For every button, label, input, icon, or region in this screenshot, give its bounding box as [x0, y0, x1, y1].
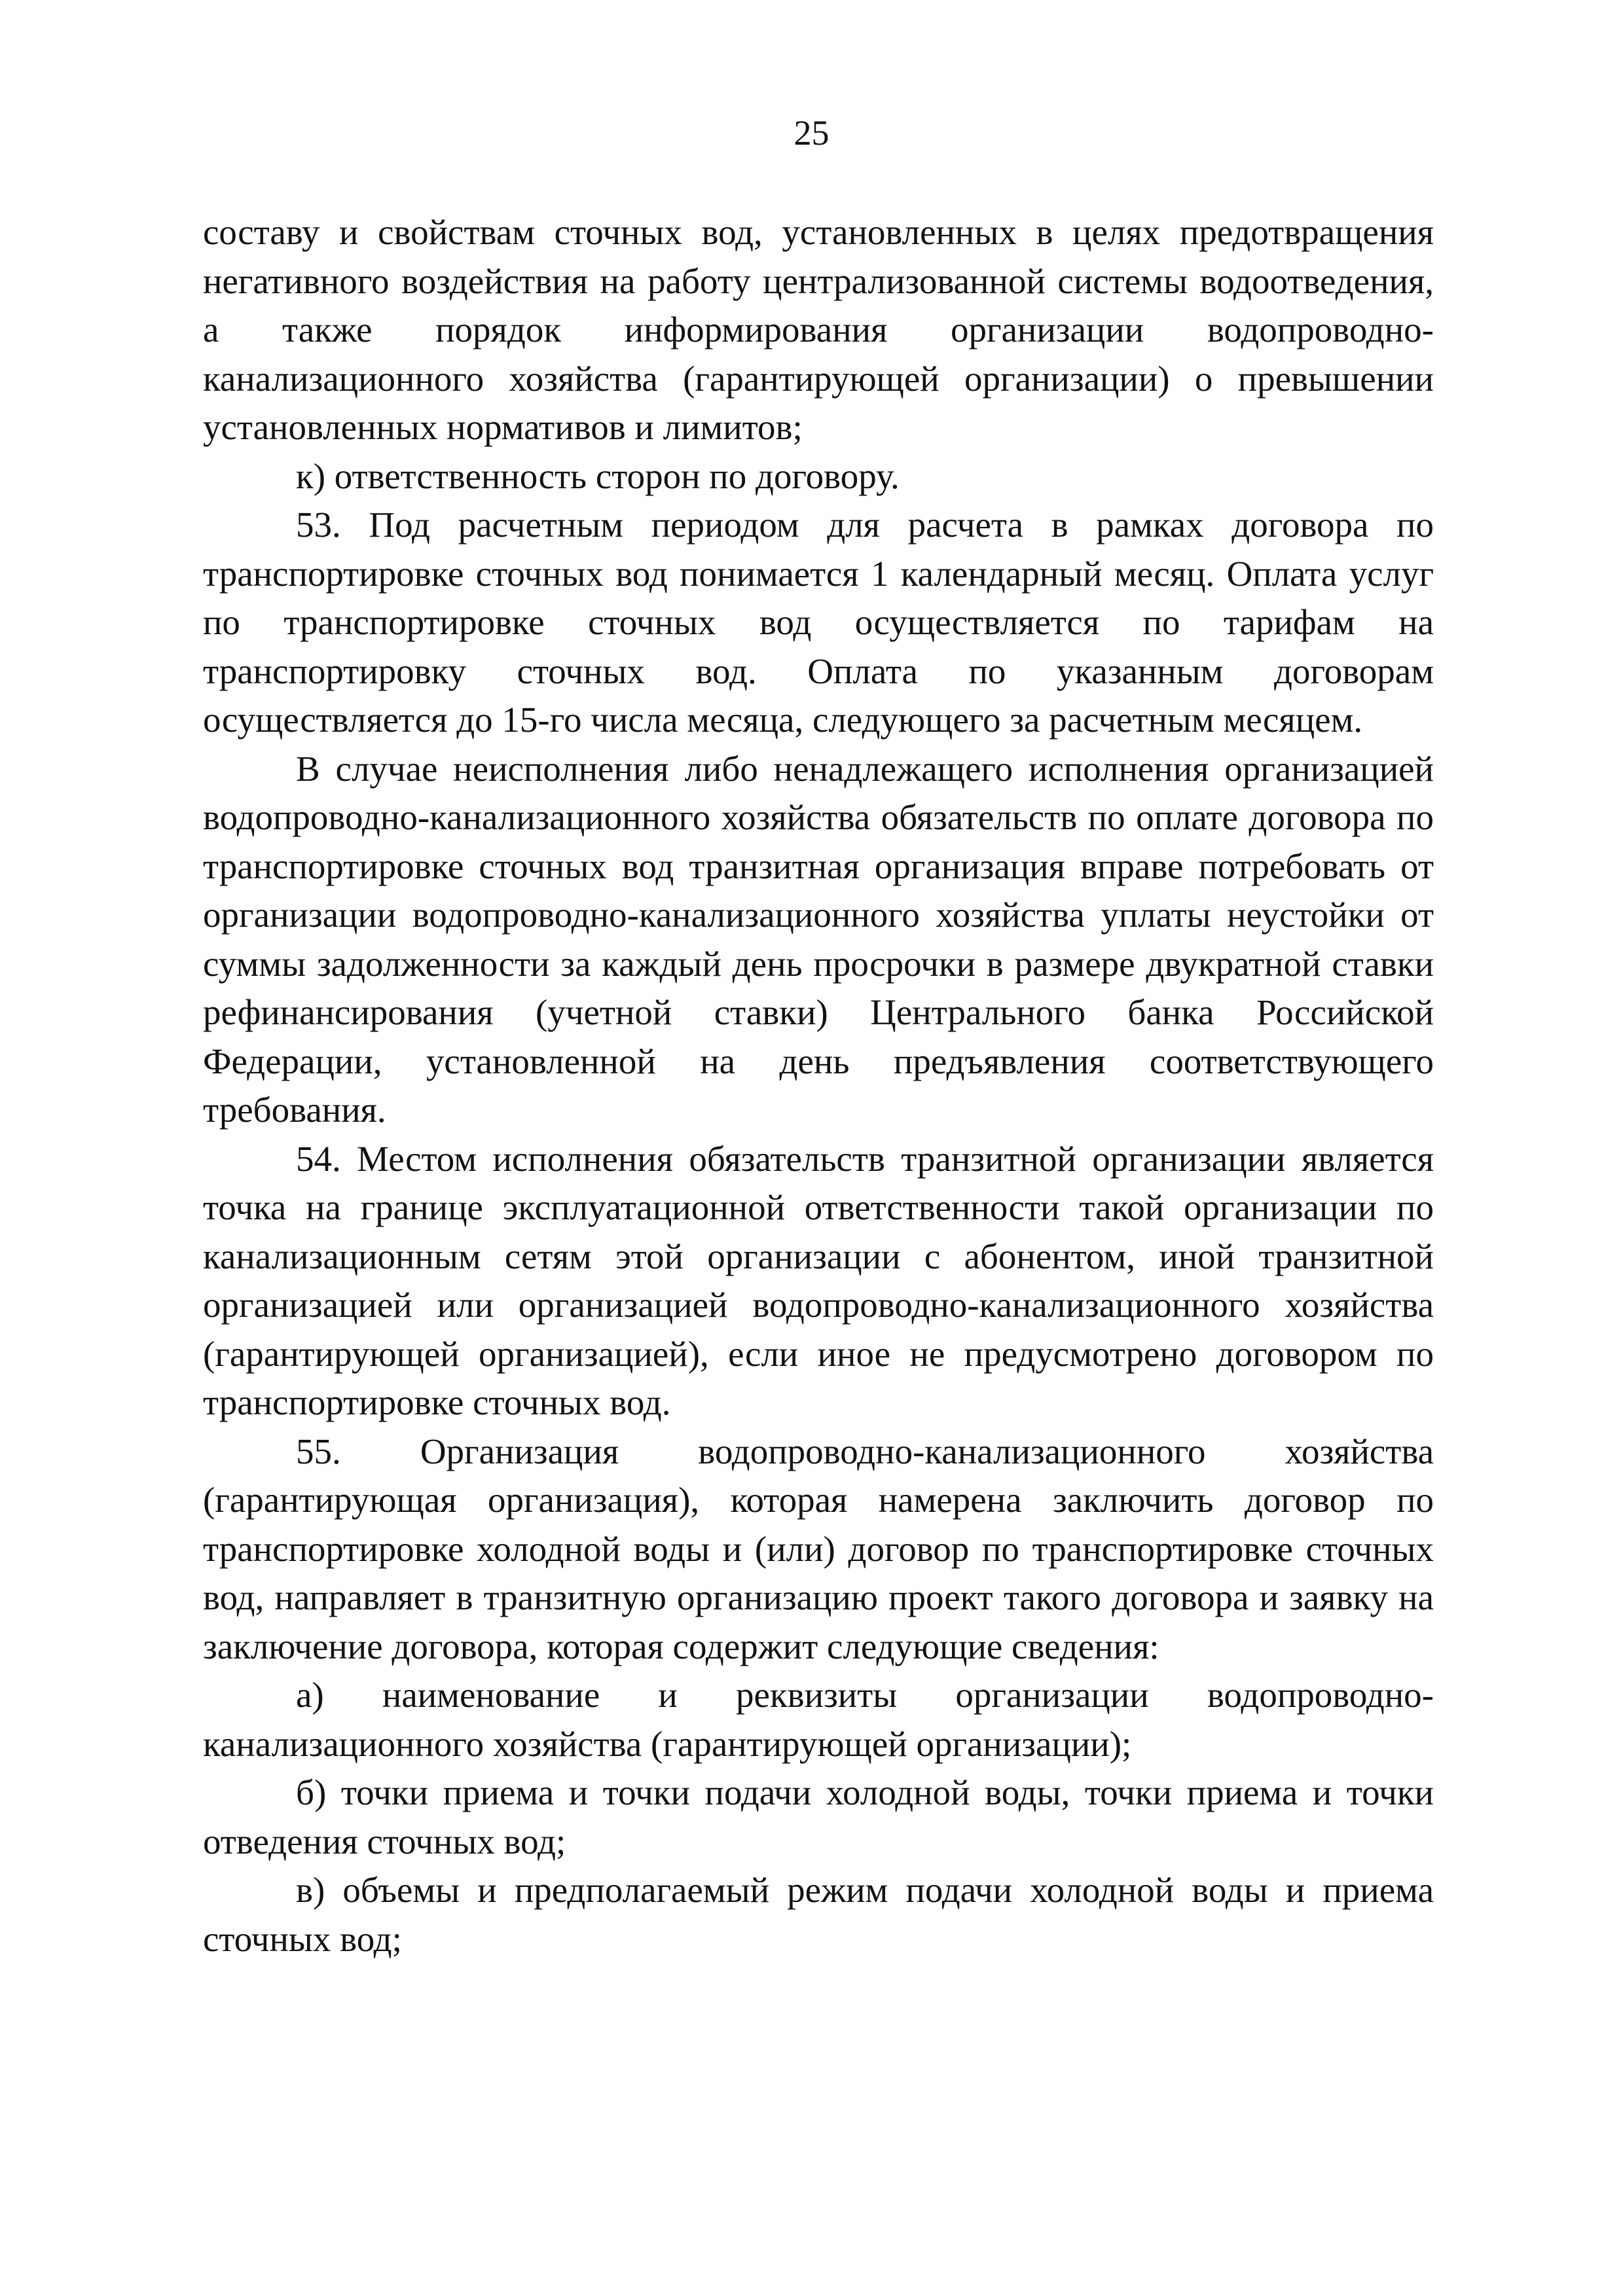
clause-54: 54. Местом исполнения обязательств транзитной организации является точка на границе эксплуатационной ответственности такой организации по канализационным сетям этой организации с абонентом, иной транзитной организацией или организацией водопроводно-канализационного хозяйства (гарантирующей организацией), если иное не предусмотрено договором по транспортировке сточных вод. — [203, 1138, 1434, 1422]
list-item-b: б) точки приема и точки подачи холодной воды, точки приема и точки отведения сточных вод; — [203, 1772, 1434, 1861]
page-number: 25 — [793, 113, 830, 152]
clause-53: 53. Под расчетным периодом для расчета в рамках договора по транспортировке сточных вод понимается 1 календарный месяц. Оплата услуг по транспортировке сточных вод осуществляется по тарифам на транспортировку сточных вод. Оплата по указанным договорам осуществляется до 15-го числа месяца, следующего за расчетным месяцем. — [203, 505, 1434, 740]
clause-53-penalty: В случае неисполнения либо ненадлежащего исполнения организацией водопроводно-канализационного хозяйства обязательств по оплате договора по транспортировке сточных вод транзитная организация вправе потребовать от организации водопроводно-канализационного хозяйства уплаты неустойки от суммы задолженности за каждый день просрочки в размере двукратной ставки рефинансирования (учетной ставки) Центрального банка Российской Федерации, установленной на день предъявления соответствующего требования. — [203, 748, 1434, 1130]
list-item-a: а) наименование и реквизиты организации водопроводно-канализационного хозяйства (гарантирующей организации); — [203, 1675, 1434, 1764]
list-item-k: к) ответственность сторон по договору. — [296, 456, 900, 496]
list-item-v: в) объемы и предполагаемый режим подачи холодной воды и приема сточных вод; — [203, 1870, 1434, 1959]
paragraph-continuation: составу и свойствам сточных вод, установленных в целях предотвращения негативного воздействия на работу централизованной системы водоотведения, а также порядок информирования организации водопроводно-канализационного хозяйства (гарантирующей организации) о превышении установленных нормативов и лимитов; — [203, 212, 1434, 447]
document-body — [203, 208, 1434, 1964]
clause-55: 55. Организация водопроводно-канализационного хозяйства (гарантирующая организация), которая намерена заключить договор по транспортировке холодной воды и (или) договор по транспортировке сточных вод, направляет в транзитную организацию проект такого договора и заявку на заключение договора, которая содержит следующие сведения: — [203, 1431, 1434, 1666]
